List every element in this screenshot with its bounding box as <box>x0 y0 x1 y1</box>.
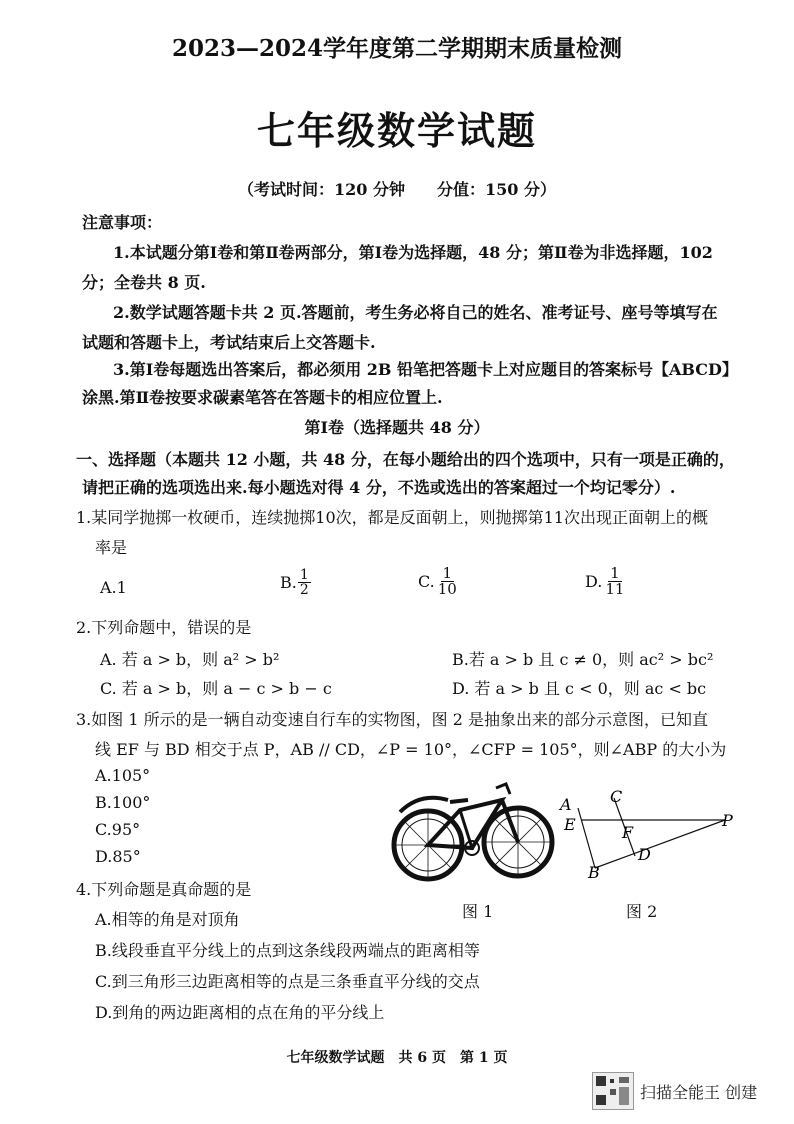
section-intro-line-2: 请把正确的选项选出来.每小题选对得 4 分，不选或选出的答案超过一个均记零分）. <box>82 478 676 497</box>
q3-option-b: B.100° <box>95 793 151 812</box>
figure-1-caption: 图 1 <box>462 902 494 921</box>
exam-subtitle: 2023—2024学年度第二学期期末质量检测 <box>171 35 623 62</box>
line-bd <box>595 820 725 868</box>
label-p: P <box>722 811 733 830</box>
label-f: F <box>622 823 634 842</box>
note-3-line-1: 3.第Ⅰ卷每题选出答案后，都必须用 2B 铅笔把答题卡上对应题目的答案标号【ABCD】 <box>113 360 738 379</box>
q2-option-b: B.若 a > b 且 c ≠ 0，则 ac² > bc² <box>452 650 714 669</box>
q1-stem-line-1: 1.某同学抛掷一枚硬币，连续抛掷10次，都是反面朝上，则抛掷第11次出现正面朝上的概 <box>76 508 708 527</box>
q3-stem-line-2: 线 EF 与 BD 相交于点 P，AB // CD，∠P = 10°，∠CFP = 105°，则∠ABP 的大小为 <box>95 740 727 759</box>
q3-stem-line-1: 3.如图 1 所示的是一辆自动变速自行车的实物图，图 2 是抽象出来的部分示意图，已知直 <box>76 710 708 729</box>
q4-option-a: A.相等的角是对顶角 <box>95 910 240 929</box>
line-ab <box>578 808 595 868</box>
section-title: 第Ⅰ卷（选择题共 48 分） <box>304 418 490 437</box>
q4-option-b: B.线段垂直平分线上的点到这条线段两端点的距离相等 <box>95 941 480 960</box>
note-1-line-1: 1.本试题分第Ⅰ卷和第Ⅱ卷两部分，第Ⅰ卷为选择题，48 分；第Ⅱ卷为非选择题，102 <box>113 243 713 262</box>
q3-option-c: C.95° <box>95 820 141 839</box>
label-b: B <box>588 863 600 880</box>
qr-code-icon <box>592 1072 634 1110</box>
q1-option-c: C. $\frac{1}{10}$ <box>418 564 457 598</box>
q1-option-b: B. $\frac{1}{2}$ <box>280 567 309 598</box>
figure-2-caption: 图 2 <box>626 902 658 921</box>
q2-option-c: C. 若 a > b，则 a − c > b − c <box>100 679 332 698</box>
q4-option-c: C.到三角形三边距离相等的点是三条垂直平分线的交点 <box>95 972 480 991</box>
q2-option-d: D. 若 a > b 且 c < 0，则 ac < bc <box>452 679 707 698</box>
page-footer: 七年级数学试题 共 6 页 第 1 页 <box>286 1050 508 1066</box>
note-1-line-2: 分；全卷共 8 页. <box>82 273 206 292</box>
q4-stem: 4.下列命题是真命题的是 <box>76 880 252 899</box>
q3-option-d: D.85° <box>95 847 141 866</box>
geometry-figure <box>558 788 744 880</box>
q3-option-a: A.105° <box>95 766 151 785</box>
note-2-line-2: 试题和答题卡上，考试结束后上交答题卡. <box>82 333 376 352</box>
label-a: A <box>560 795 572 814</box>
label-e: E <box>564 815 576 834</box>
q1-stem-line-2: 率是 <box>95 538 128 557</box>
q2-stem: 2.下列命题中，错误的是 <box>76 618 252 637</box>
notes-heading: 注意事项： <box>82 213 163 232</box>
label-d: D <box>638 845 651 864</box>
exam-title: 七年级数学试题 <box>256 108 537 153</box>
q2-option-a: A. 若 a > b，则 a² > b² <box>100 650 280 669</box>
exam-meta: （考试时间：120 分钟 分值：150 分） <box>238 180 556 199</box>
q1-option-d: D. $\frac{1}{11}$ <box>585 564 625 598</box>
scanner-watermark: 扫描全能王 创建 <box>640 1083 758 1102</box>
note-3-line-2: 涂黑.第Ⅱ卷按要求碳素笔答在答题卡的相应位置上. <box>82 388 443 407</box>
bicycle-figure <box>390 770 560 885</box>
label-c: C <box>610 788 623 806</box>
q4-option-d: D.到角的两边距离相的点在角的平分线上 <box>95 1003 385 1022</box>
q1-option-a: A.1 <box>100 578 127 597</box>
note-2-line-1: 2.数学试题答题卡共 2 页.答题前，考生务必将自己的姓名、准考证号、座号等填写在 <box>113 303 718 322</box>
section-intro-line-1: 一、选择题（本题共 12 小题，共 48 分，在每小题给出的四个选项中，只有一项是正确的， <box>76 450 735 469</box>
